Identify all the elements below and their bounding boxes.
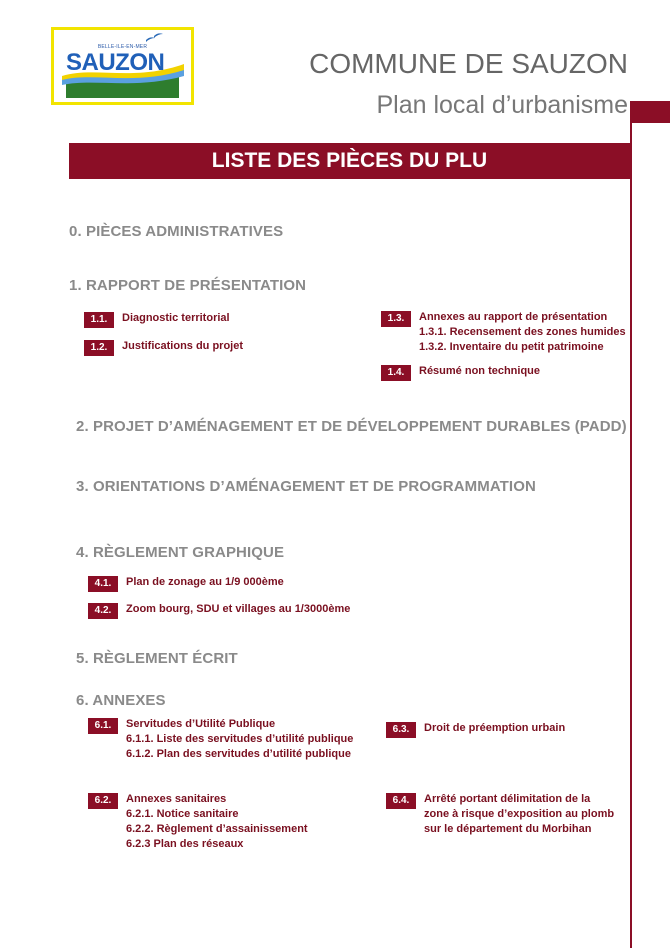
item-label: Annexes sanitaires <box>126 793 227 805</box>
item-sub-label: 6.1.1. Liste des servitudes d’utilité publique <box>126 733 354 745</box>
item-label-cont: zone à risque d’exposition au plomb <box>424 808 615 820</box>
vertical-rule <box>630 101 632 948</box>
item-label: Résumé non technique <box>419 365 541 377</box>
page-title-banner: LISTE DES PIÈCES DU PLU <box>69 143 630 179</box>
item-1-3 <box>381 310 626 355</box>
logo-name: SAUZON <box>66 49 165 76</box>
logo-tagline: BELLE-ILE-EN-MER <box>97 44 148 50</box>
item-number-badge: 6.2. <box>88 793 118 809</box>
section-3-heading: 3. ORIENTATIONS D’AMÉNAGEMENT ET DE PROGRAMMATION <box>76 478 536 495</box>
item-sub-label: 1.3.2. Inventaire du petit patrimoine <box>419 341 604 353</box>
section-1-heading: 1. RAPPORT DE PRÉSENTATION <box>69 277 307 294</box>
item-number-badge: 1.2. <box>84 340 114 356</box>
item-number-badge: 6.3. <box>386 722 416 738</box>
section-2-heading: 2. PROJET D’AMÉNAGEMENT ET DE DÉVELOPPEMENT DURABLES (PADD) <box>76 418 627 435</box>
item-label: Justifications du projet <box>122 340 244 352</box>
item-sub-label: 6.1.2. Plan des servitudes d’utilité publique <box>126 748 351 760</box>
item-number-badge: 1.4. <box>381 365 411 381</box>
item-label-cont: sur le département du Morbihan <box>424 823 592 835</box>
side-tab <box>632 101 670 123</box>
item-label: Droit de préemption urbain <box>424 722 566 734</box>
section-0-heading: 0. PIÈCES ADMINISTRATIVES <box>69 223 284 240</box>
item-4-2 <box>88 602 350 619</box>
section-6-heading: 6. ANNEXES <box>76 692 166 709</box>
section-5-heading: 5. RÈGLEMENT ÉCRIT <box>76 650 238 667</box>
item-1-1 <box>84 311 230 328</box>
section-4-heading: 4. RÈGLEMENT GRAPHIQUE <box>76 544 285 561</box>
item-6-1 <box>88 717 353 762</box>
item-4-1 <box>88 575 284 592</box>
item-label: Zoom bourg, SDU et villages au 1/3000ème <box>126 603 351 615</box>
item-number-badge: 1.1. <box>84 312 114 328</box>
item-number-badge: 4.1. <box>88 576 118 592</box>
item-6-3 <box>386 721 565 738</box>
item-sub-label: 6.2.1. Notice sanitaire <box>126 808 239 820</box>
item-number-badge: 1.3. <box>381 311 411 327</box>
item-6-4 <box>386 792 614 837</box>
item-6-2 <box>88 792 308 852</box>
item-number-badge: 6.1. <box>88 718 118 734</box>
item-label: Arrêté portant délimitation de la <box>424 793 591 805</box>
item-number-badge: 4.2. <box>88 603 118 619</box>
item-label: Annexes au rapport de présentation <box>419 311 608 323</box>
item-1-4 <box>381 364 540 381</box>
item-sub-label: 1.3.1. Recensement des zones humides <box>419 326 626 338</box>
plu-subtitle: Plan local d’urbanisme <box>376 91 628 119</box>
item-label: Diagnostic territorial <box>122 312 230 324</box>
sauzon-logo <box>51 27 194 105</box>
item-label: Plan de zonage au 1/9 000ème <box>126 576 284 588</box>
item-sub-label: 6.2.3 Plan des réseaux <box>126 838 244 850</box>
commune-title: COMMUNE DE SAUZON <box>309 48 628 79</box>
item-label: Servitudes d’Utilité Publique <box>126 718 276 730</box>
item-1-2 <box>84 339 243 356</box>
item-number-badge: 6.4. <box>386 793 416 809</box>
item-sub-label: 6.2.2. Règlement d’assainissement <box>126 823 308 835</box>
